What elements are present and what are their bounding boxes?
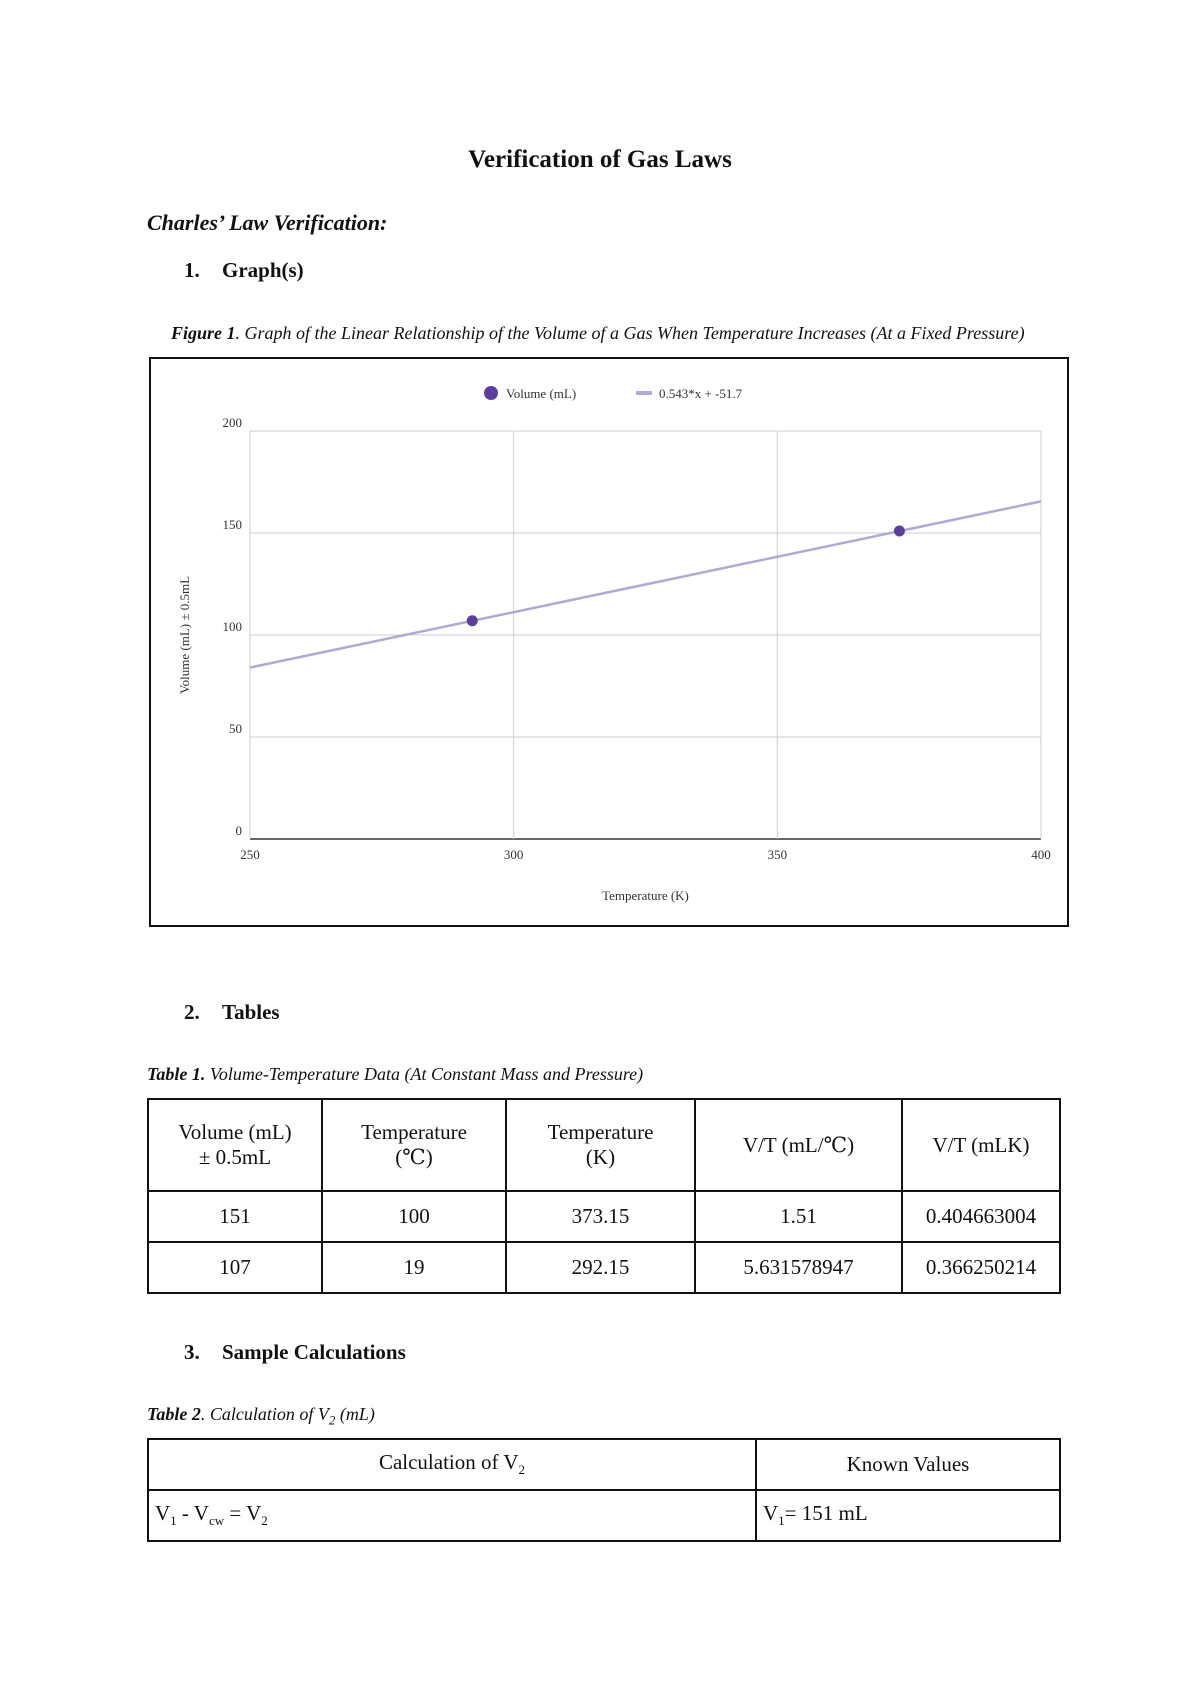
formula-sub: 1 [778, 1513, 785, 1529]
table-cell: 5.631578947 [695, 1242, 902, 1293]
table1-header-row [148, 1099, 1060, 1191]
table1-caption-label: Table 1. [147, 1064, 206, 1084]
data-point [467, 615, 478, 626]
known-value-cell [756, 1490, 1060, 1541]
table2-caption-text: . Calculation of V [200, 1404, 329, 1424]
table-row [148, 1191, 1060, 1242]
table2-caption-sub: 2 [328, 1412, 336, 1428]
table-cell: 1.51 [695, 1191, 902, 1242]
y-tick-label: 150 [222, 517, 242, 532]
y-tick-label: 50 [229, 721, 242, 736]
heading-number: 2. [184, 1000, 200, 1024]
chart-frame [149, 357, 1069, 927]
table2-caption-label: Table 2 [147, 1404, 201, 1424]
formula-part: = V [224, 1501, 262, 1526]
table1-header-cell [322, 1099, 506, 1191]
document-title: Verification of Gas Laws [468, 146, 732, 173]
table1-header-cell: V/T (mLK) [902, 1099, 1060, 1191]
table1-header-cell: V/T (mL/℃) [695, 1099, 902, 1191]
header-text: Calculation of V [378, 1450, 519, 1475]
formula-sub: 2 [261, 1513, 268, 1529]
header-line: Volume (mL) [178, 1120, 292, 1144]
header-line: (K) [585, 1145, 616, 1169]
y-tick-label: 0 [235, 823, 242, 838]
formula-part: V [155, 1501, 171, 1526]
table-cell: 292.15 [506, 1242, 695, 1293]
header-sub: 2 [518, 1462, 526, 1478]
legend-label: Volume (mL) [506, 386, 577, 401]
table-row [148, 1242, 1060, 1293]
scatter-chart [151, 359, 1067, 925]
heading-number: 1. [184, 258, 200, 282]
table-row [148, 1490, 1060, 1541]
table-cell: 19 [322, 1242, 506, 1293]
table-cell: 0.404663004 [902, 1191, 1060, 1242]
heading-sample-calculations [184, 1340, 406, 1365]
calculation-cell [148, 1490, 756, 1541]
table1-header-cell [148, 1099, 322, 1191]
heading-number: 3. [184, 1340, 200, 1364]
table2-header-cell: Known Values [756, 1439, 1060, 1490]
table1-caption-text: Volume-Temperature Data (At Constant Mass and Pressure) [205, 1064, 644, 1084]
legend-marker-points [484, 386, 498, 400]
table-cell: 100 [322, 1191, 506, 1242]
heading-tables [184, 1000, 280, 1025]
y-tick-label: 100 [222, 619, 242, 634]
section-title: Charles’ Law Verification: [147, 210, 388, 235]
formula-part: V [763, 1501, 779, 1526]
heading-graphs [184, 258, 304, 283]
heading-label: Graph(s) [222, 258, 304, 282]
table1 [147, 1098, 1061, 1294]
x-tick-label: 250 [240, 847, 260, 862]
x-tick-label: 350 [767, 847, 788, 862]
heading-label: Sample Calculations [222, 1340, 406, 1364]
figure-caption-text: . Graph of the Linear Relationship of the Volume of a Gas When Temperature Increases (At a Fixed Pressure) [235, 323, 1025, 343]
header-line: ± 0.5mL [198, 1145, 272, 1169]
table2-caption [147, 1404, 375, 1429]
trendline [250, 501, 1041, 667]
table2-header-cell [148, 1439, 756, 1490]
table1-caption [147, 1064, 643, 1085]
table-cell: 373.15 [506, 1191, 695, 1242]
header-line: Temperature [361, 1120, 467, 1144]
data-point [894, 525, 905, 536]
x-axis-title: Temperature (K) [602, 888, 689, 903]
header-line: (℃) [395, 1145, 433, 1169]
table-cell: 151 [148, 1191, 322, 1242]
y-tick-label: 200 [222, 415, 242, 430]
table1-header-cell [506, 1099, 695, 1191]
header-line: Temperature [547, 1120, 654, 1144]
legend-label: 0.543*x + -51.7 [659, 386, 743, 401]
table-cell: 107 [148, 1242, 322, 1293]
formula-part: - V [176, 1501, 209, 1526]
y-axis-title: Volume (mL) ± 0.5mL [177, 575, 192, 695]
table-cell: 0.366250214 [902, 1242, 1060, 1293]
heading-label: Tables [222, 1000, 280, 1024]
formula-sub: cw [208, 1513, 225, 1529]
formula-part: = 151 mL [784, 1501, 868, 1526]
legend-marker-trendline [636, 391, 652, 395]
x-tick-label: 300 [503, 847, 524, 862]
table2-caption-tail: (mL) [335, 1404, 375, 1424]
formula-sub: 1 [170, 1513, 177, 1529]
figure-caption-label: Figure 1 [171, 323, 236, 343]
table2-header-row [148, 1439, 1060, 1490]
x-tick-label: 400 [1031, 847, 1051, 862]
figure-caption [171, 323, 1025, 344]
table2 [147, 1438, 1061, 1542]
